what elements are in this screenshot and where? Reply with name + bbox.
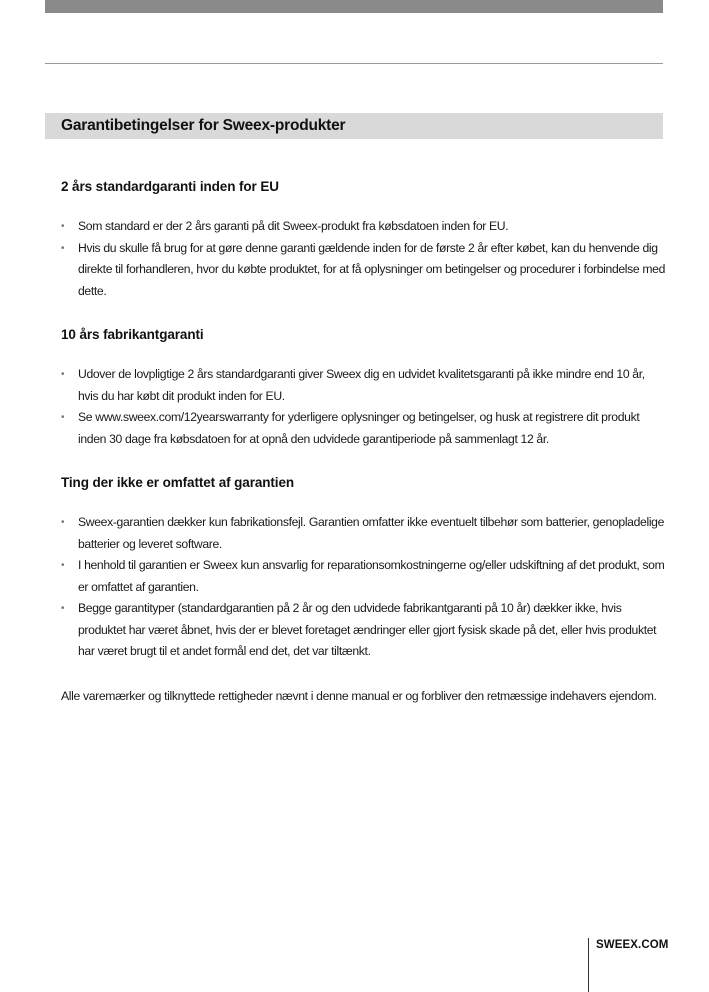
bullet-icon: • [61,242,65,254]
list-item: • Udover de lovpligtige 2 års standardgaranti giver Sweex dig en udvidet kvalitetsgaranti på ikke mindre end 10 år, hvis du har købt dit produkt inden for EU. [61,364,667,407]
section-heading: 10 års fabrikantgaranti [61,327,204,342]
section-manufacturer-warranty [61,326,667,450]
bullet-icon: • [61,603,65,614]
bullet-icon: • [61,560,65,571]
bullet-icon: • [61,369,65,380]
warranty-content [61,178,667,707]
bullet-list [61,512,667,663]
bullet-icon: • [61,221,65,232]
list-item: • Som standard er der 2 års garanti på dit Sweex-produkt fra købsdatoen inden for EU. [61,216,667,238]
bullet-icon: • [61,517,65,528]
list-item: • Hvis du skulle få brug for at gøre denne garanti gældende inden for de første 2 år efter købet, kan du henvende dig direkte til forhandleren, hvor du købte produktet, for at få oplysninger om betingelser og procedurer i forbindelse med dette. [61,238,667,303]
list-item: • I henhold til garantien er Sweex kun ansvarlig for reparationsomkostningerne og/eller udskiftning af det produkt, som er omfattet af garantien. [61,555,667,598]
footer-divider [588,938,589,992]
bullet-list [61,216,667,302]
list-item: • Se www.sweex.com/12yearswarranty for yderligere oplysninger og betingelser, og husk at registrere dit produkt inden 30 dage fra købsdatoen for at opnå den udvidede garantiperiode på sammenlagt 12 år. [61,407,667,450]
page-title: Garantibetingelser for Sweex-produkter [45,113,663,139]
trademark-notice: Alle varemærker og tilknyttede rettigheder nævnt i denne manual er og forbliver den retmæssige indehavers ejendom. [61,688,657,703]
header-divider [45,63,663,64]
section-heading: Ting der ikke er omfattet af garantien [61,475,295,490]
list-item: • Begge garantityper (standardgarantien på 2 år og den udvidede fabrikantgaranti på 10 år) dækker ikke, hvis produktet har været åbnet, hvis der er blevet foretaget ændringer eller gjort fysisk skade på det, eller hvis produktet har været brugt til et andet formål end det, det var tiltænkt. [61,598,667,663]
list-item: • Sweex-garantien dækker kun fabrikationsfejl. Garantien omfatter ikke eventuelt tilbehør som batterier, genopladelige batterier og leveret software. [61,512,667,555]
section-exclusions [61,474,667,663]
section-heading: 2 års standardgaranti inden for EU [61,179,279,194]
section-standard-warranty [61,178,667,302]
header-bar [45,0,663,13]
bullet-icon: • [61,412,65,423]
bullet-list [61,364,667,450]
footer-brand: SWEEX.COM [596,939,669,951]
